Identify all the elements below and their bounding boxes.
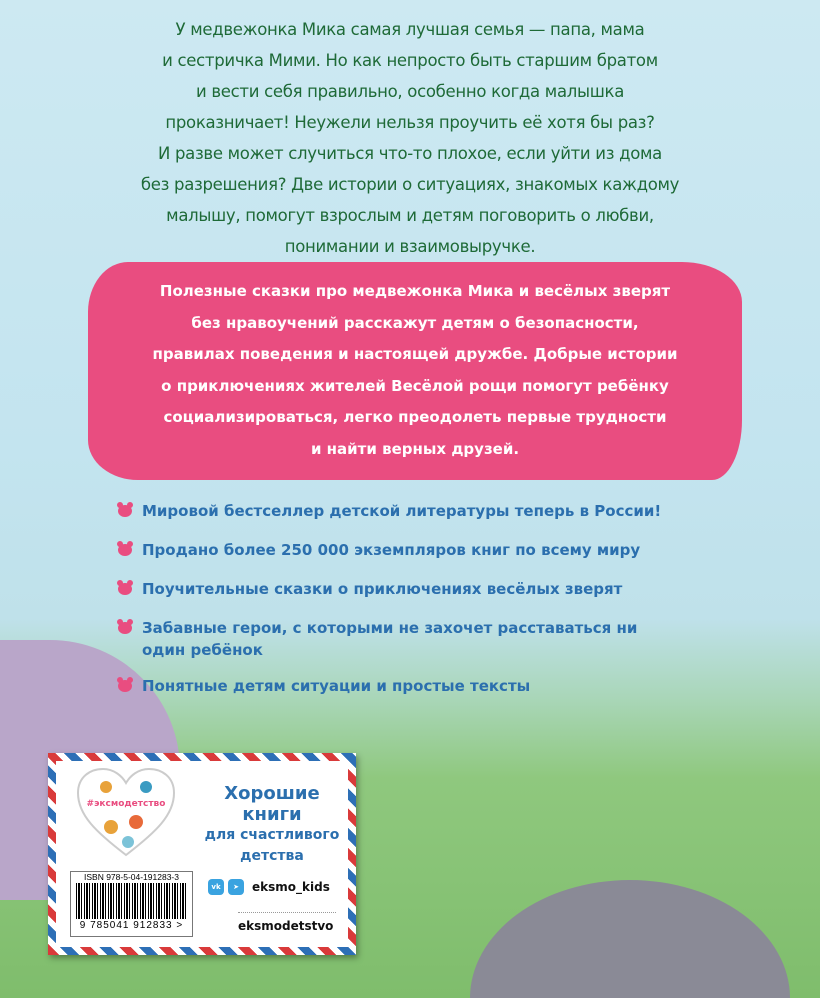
- intro-line: проказничает! Неужели нельзя проучить её хотя бы раз?: [165, 113, 655, 132]
- list-item-text: Понятные детям ситуации и простые тексты: [142, 677, 531, 695]
- slogan-line: детства: [240, 848, 304, 864]
- list-item-text: Продано более 250 000 экземпляров книг по всему миру: [142, 541, 641, 559]
- slogan-line: для счастливого: [204, 827, 340, 843]
- telegram-icon[interactable]: ➤: [228, 879, 244, 895]
- intro-line: У медвежонка Мика самая лучшая семья — папа, мама: [175, 20, 645, 39]
- barcode-digits: 9 785041 912833 >: [79, 920, 184, 931]
- isbn-label: ISBN 978-5-04-191283-3: [84, 872, 179, 882]
- intro-line: и вести себя правильно, особенно когда малышка: [195, 82, 625, 101]
- slogan-line: Хорошие: [224, 783, 320, 804]
- intro-line: И разве может случиться что-то плохое, если уйти из дома: [157, 144, 662, 163]
- highlight-line: Полезные сказки про медвежонка Мика и весёлых зверят: [159, 282, 671, 300]
- hashtag-label: #эксмодетство: [86, 799, 166, 809]
- list-item: [118, 500, 718, 522]
- highlight-line: социализироваться, легко преодолеть первые трудности: [163, 408, 667, 426]
- list-item: [118, 578, 718, 600]
- vk-icon[interactable]: vk: [208, 879, 224, 895]
- highlight-line: и найти верных друзей.: [310, 439, 520, 458]
- heart-logo-icon: [76, 767, 176, 857]
- feature-list: [118, 500, 718, 714]
- social-handle[interactable]: eksmo_kids: [252, 880, 330, 894]
- list-item-text: Поучительные сказки о приключениях весёлых зверят: [142, 580, 623, 598]
- bear-bullet-icon: [118, 544, 132, 556]
- barcode: [70, 871, 193, 937]
- intro-line: без разрешения? Две истории о ситуациях, знакомых каждому: [140, 175, 680, 194]
- intro-text: [90, 14, 730, 262]
- list-item-text: Мировой бестселлер детской литературы теперь в России!: [142, 502, 662, 520]
- bear-bullet-icon: [118, 505, 132, 517]
- intro-line: понимании и взаимовыручке.: [284, 237, 536, 256]
- list-item: [118, 539, 718, 561]
- bear-bullet-icon: [118, 680, 132, 692]
- slogan: [202, 783, 342, 867]
- list-item: [118, 617, 718, 661]
- slogan-line: книги: [242, 804, 302, 825]
- background-rock: [470, 880, 790, 998]
- intro-line: и сестричка Мими. Но как непросто быть старшим братом: [162, 51, 658, 70]
- bear-bullet-icon: [118, 622, 132, 634]
- site-handle[interactable]: eksmodetstvo: [238, 912, 336, 933]
- list-item: [118, 675, 718, 697]
- bear-bullet-icon: [118, 583, 132, 595]
- highlight-line: о приключениях жителей Весёлой рощи помогут ребёнку: [161, 376, 669, 395]
- publisher-card: [48, 753, 356, 955]
- social-links: [208, 879, 330, 895]
- list-item-text: Забавные герои, с которыми не захочет расставаться ни один ребёнок: [142, 619, 638, 659]
- highlight-line: без нравоучений расскажут детям о безопасности,: [191, 313, 639, 332]
- highlight-box: [88, 262, 742, 480]
- barcode-bars: [76, 883, 187, 919]
- highlight-line: правилах поведения и настоящей дружбе. Добрые истории: [152, 345, 678, 363]
- intro-line: малышу, помогут взрослым и детям поговорить о любви,: [166, 206, 654, 225]
